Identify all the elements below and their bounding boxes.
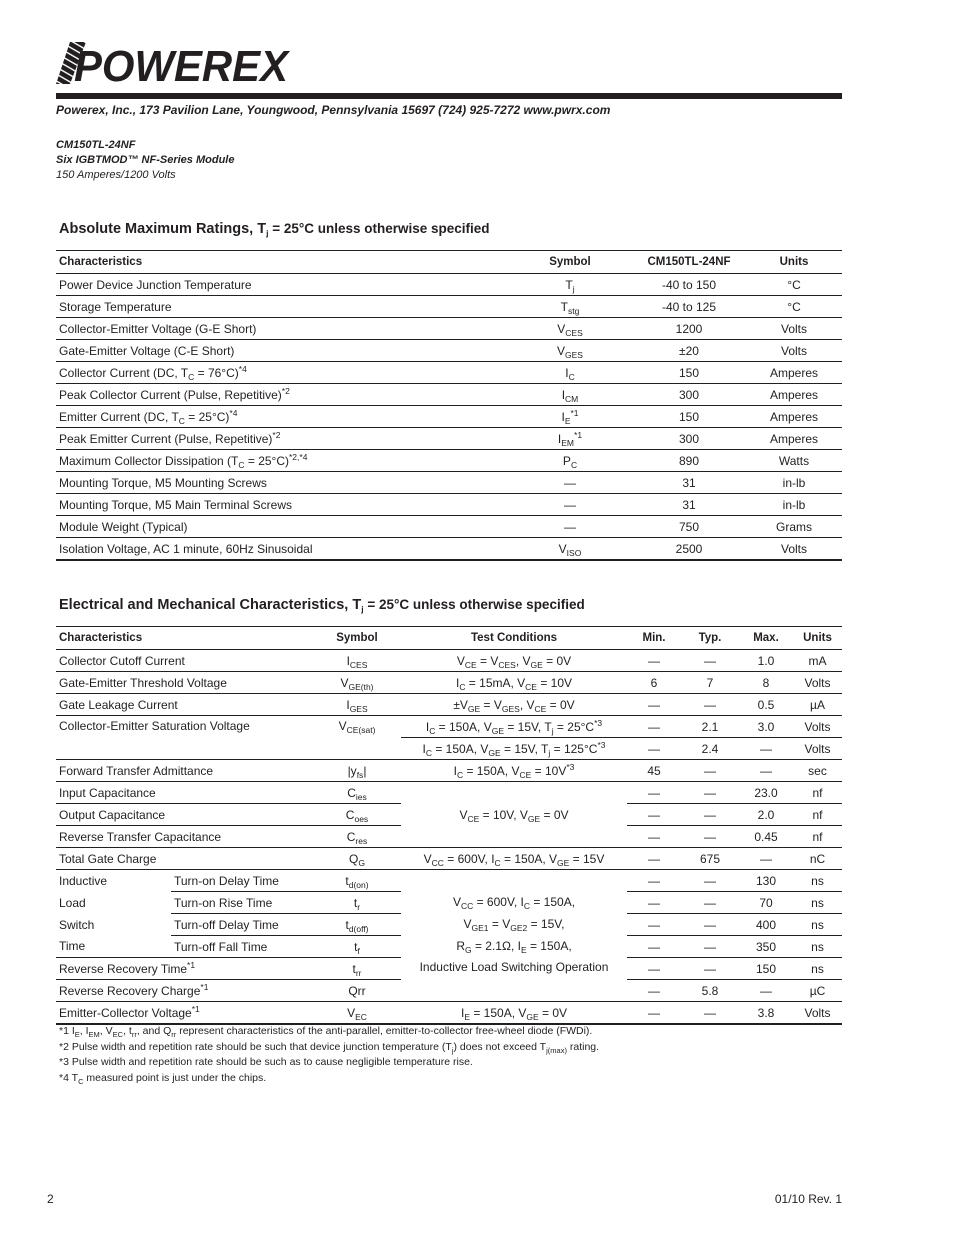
table-row <box>56 406 842 428</box>
unit-cell: ns <box>793 958 842 980</box>
characteristic-cell: Inductive <box>59 873 108 888</box>
unit-cell: Volts <box>793 738 842 760</box>
min-cell: — <box>627 738 681 760</box>
table-row <box>56 782 842 804</box>
col-part: CM150TL-24NF <box>632 251 746 274</box>
min-cell: — <box>627 782 681 804</box>
symbol-cell: $T_{stg}$ <box>508 296 632 318</box>
test-conditions-cell: $I_C = 15mA$, $V_{CE} = 10V$ <box>401 672 627 694</box>
symbol-cell: $I_{CES}$ <box>313 650 401 672</box>
symbol-cell: $V_{CE(sat)}$ <box>313 716 401 760</box>
table-row <box>56 318 842 340</box>
units-cell: °C <box>746 274 842 296</box>
characteristic-cell: Mounting Torque, M5 Main Terminal Screws <box>56 494 508 516</box>
unit-cell: µA <box>793 694 842 716</box>
col-units: Units <box>793 627 842 650</box>
symbol-cell: $C_{res}$ <box>313 826 401 848</box>
min-cell: — <box>627 694 681 716</box>
min-cell: — <box>627 980 681 1002</box>
emc-title: Electrical and Mechanical Characteristics, $T_j = 25^\circ C$ unless otherwise specified <box>59 597 585 614</box>
max-cell: — <box>739 848 793 870</box>
typ-cell: — <box>681 1002 739 1025</box>
characteristic-cell: Storage Temperature <box>56 296 508 318</box>
footnotes <box>59 1024 599 1086</box>
symbol-cell: $|y_{fs}|$ <box>313 760 401 782</box>
max-cell: — <box>739 980 793 1002</box>
symbol-cell: Qrr <box>313 980 401 1002</box>
min-cell: — <box>627 958 681 980</box>
table-row <box>56 1002 842 1025</box>
units-cell: Amperes <box>746 362 842 384</box>
unit-cell: ns <box>793 892 842 914</box>
min-cell: — <box>627 892 681 914</box>
characteristic-cell: Mounting Torque, M5 Mounting Screws <box>56 472 508 494</box>
absolute-maximum-ratings-table <box>56 250 842 561</box>
symbol-cell: $t_f$ <box>313 936 401 958</box>
symbol-cell: $V_{GES}$ <box>508 340 632 362</box>
table-row <box>56 848 842 870</box>
table-header-row <box>56 251 842 274</box>
symbol-cell: $V_{GE(th)}$ <box>313 672 401 694</box>
typ-cell: — <box>681 914 739 936</box>
characteristic-cell: Collector-Emitter Saturation Voltage <box>56 716 313 760</box>
characteristic-cell: Module Weight (Typical) <box>56 516 508 538</box>
symbol-cell: $Q_G$ <box>313 848 401 870</box>
characteristic-cell: Reverse Recovery Charge$^{*1}$ <box>56 980 313 1002</box>
symbol-cell: $C_{oes}$ <box>313 804 401 826</box>
typ-cell: — <box>681 650 739 672</box>
units-cell: in-lb <box>746 494 842 516</box>
table-row <box>56 716 842 738</box>
typ-cell: — <box>681 870 739 892</box>
symbol-cell: — <box>508 472 632 494</box>
characteristic-cell: Reverse Transfer Capacitance <box>56 826 313 848</box>
part-rating: 150 Amperes/1200 Volts <box>56 169 176 181</box>
col-typ: Typ. <box>681 627 739 650</box>
typ-cell: — <box>681 694 739 716</box>
unit-cell: nf <box>793 782 842 804</box>
col-symbol: Symbol <box>508 251 632 274</box>
col-characteristics: Characteristics <box>56 627 313 650</box>
value-cell: -40 to 125 <box>632 296 746 318</box>
characteristic-cell: Isolation Voltage, AC 1 minute, 60Hz Sinusoidal <box>56 538 508 561</box>
units-cell: Amperes <box>746 406 842 428</box>
typ-cell: — <box>681 936 739 958</box>
table-row <box>56 538 842 561</box>
characteristic-cell: Collector-Emitter Voltage (G-E Short) <box>56 318 508 340</box>
min-cell: — <box>627 650 681 672</box>
max-cell: 2.0 <box>739 804 793 826</box>
characteristic-cell: Total Gate Charge <box>56 848 313 870</box>
units-cell: Amperes <box>746 384 842 406</box>
unit-cell: ns <box>793 870 842 892</box>
typ-cell: 5.8 <box>681 980 739 1002</box>
characteristic-cell: Peak Emitter Current (Pulse, Repetitive)$^{*2}$ <box>56 428 508 450</box>
max-cell: — <box>739 738 793 760</box>
table-row <box>56 472 842 494</box>
page-number: 2 <box>47 1192 54 1206</box>
typ-cell: 675 <box>681 848 739 870</box>
typ-cell: 7 <box>681 672 739 694</box>
min-cell: — <box>627 936 681 958</box>
units-cell: Volts <box>746 340 842 362</box>
test-conditions-cell: $I_C = 150A$, $V_{CE} = 10V^{*3}$ <box>401 760 627 782</box>
max-cell: 1.0 <box>739 650 793 672</box>
characteristic-cell: Gate-Emitter Threshold Voltage <box>56 672 313 694</box>
typ-cell: — <box>681 958 739 980</box>
symbol-cell: $I_{GES}$ <box>313 694 401 716</box>
min-cell: — <box>627 826 681 848</box>
min-cell: — <box>627 848 681 870</box>
characteristic-cell: Input Capacitance <box>56 782 313 804</box>
table-row <box>56 340 842 362</box>
footnote-2: *2 Pulse width and repetition rate should be such that device junction temperature $(T_j)$ does not exceed $T_{j(max)}$ rating. <box>59 1040 600 1055</box>
units-cell: Amperes <box>746 428 842 450</box>
table-row <box>56 494 842 516</box>
characteristic-cell: Power Device Junction Temperature <box>56 274 508 296</box>
min-cell: — <box>627 870 681 892</box>
symbol-cell: $P_C$ <box>508 450 632 472</box>
table-row <box>56 296 842 318</box>
symbol-cell: $V_{ISO}$ <box>508 538 632 561</box>
test-conditions-cell: $V_{CE} = V_{CES}$, $V_{GE} = 0V$ <box>401 650 627 672</box>
sub-characteristic-cell: Turn-off Fall Time <box>171 936 313 958</box>
value-cell: 31 <box>632 494 746 516</box>
col-max: Max. <box>739 627 793 650</box>
max-cell: 23.0 <box>739 782 793 804</box>
typ-cell: 2.1 <box>681 716 739 738</box>
company-address: Powerex, Inc., 173 Pavilion Lane, Youngwood, Pennsylvania 15697 (724) 925-7272 www.pwrx.com <box>56 103 611 117</box>
test-conditions-cell: $I_C = 150A$, $V_{GE} = 15V$, $T_j = 125^\circ C^{*3}$ <box>401 738 627 760</box>
symbol-cell: $I_E^{*1}$ <box>508 406 632 428</box>
characteristic-cell: Reverse Recovery Time$^{*1}$ <box>56 958 313 980</box>
characteristic-cell: Switch <box>59 917 95 932</box>
test-conditions-cell: $\pm V_{GE} = V_{GES}$, $V_{CE} = 0V$ <box>401 694 627 716</box>
characteristic-cell: Load <box>59 895 86 910</box>
part-subtitle: Six IGBTMOD™ NF-Series Module <box>56 154 235 166</box>
typ-cell: 2.4 <box>681 738 739 760</box>
symbol-cell: $t_r$ <box>313 892 401 914</box>
symbol-cell: $t_{d(on)}$ <box>313 870 401 892</box>
unit-cell: nC <box>793 848 842 870</box>
units-cell: °C <box>746 296 842 318</box>
max-cell: 350 <box>739 936 793 958</box>
unit-cell: ns <box>793 936 842 958</box>
footnote-1: *1 $I_E$, $I_{EM}$, $V_{EC}$, $t_{rr}$, and $Q_{rr}$ represent characteristics of the anti-parallel, emitter-to-collector free-wheel diode (FWDi). <box>59 1025 593 1039</box>
col-characteristics: Characteristics <box>56 251 508 274</box>
characteristic-cell: Output Capacitance <box>56 804 313 826</box>
units-cell: Volts <box>746 318 842 340</box>
table-row <box>56 694 842 716</box>
value-cell: 750 <box>632 516 746 538</box>
col-test-conditions: Test Conditions <box>401 627 627 650</box>
amr-title: Absolute Maximum Ratings, $T_j = 25^\circ C$ unless otherwise specified <box>59 221 490 238</box>
unit-cell: Volts <box>793 672 842 694</box>
sub-characteristic-cell: Turn-off Delay Time <box>171 914 313 936</box>
col-units: Units <box>746 251 842 274</box>
part-number: CM150TL-24NF <box>56 139 136 151</box>
symbol-cell: $t_{d(off)}$ <box>313 914 401 936</box>
characteristic-cell: Forward Transfer Admittance <box>56 760 313 782</box>
characteristic-cell: Maximum Collector Dissipation $(T_C = 25^\circ C)^{*2,*4}$ <box>56 450 508 472</box>
value-cell: 1200 <box>632 318 746 340</box>
max-cell: 0.45 <box>739 826 793 848</box>
sub-characteristic-cell: Turn-on Rise Time <box>171 892 313 914</box>
test-conditions-cell: $I_C = 150A$, $V_{GE} = 15V$, $T_j = 25^\circ C^{*3}$ <box>401 716 627 738</box>
units-cell: Grams <box>746 516 842 538</box>
value-cell: 31 <box>632 472 746 494</box>
value-cell: 150 <box>632 362 746 384</box>
characteristic-cell: Gate-Emitter Voltage (C-E Short) <box>56 340 508 362</box>
test-conditions-cell: $V_{CC} = 600V$, $I_C = 150A$, $V_{GE} = 15V$ <box>401 848 627 870</box>
part-block <box>56 138 234 183</box>
typ-cell: — <box>681 826 739 848</box>
max-cell: 130 <box>739 870 793 892</box>
min-cell: — <box>627 716 681 738</box>
max-cell: 400 <box>739 914 793 936</box>
characteristic-cell: Emitter Current (DC, $T_C = 25^\circ C)^{*4}$ <box>56 406 508 428</box>
symbol-cell: — <box>508 494 632 516</box>
table-row <box>56 672 842 694</box>
unit-cell: nf <box>793 826 842 848</box>
table-row <box>56 274 842 296</box>
value-cell: -40 to 150 <box>632 274 746 296</box>
col-min: Min. <box>627 627 681 650</box>
symbol-cell: $V_{CES}$ <box>508 318 632 340</box>
symbol-cell: $t_{rr}$ <box>313 958 401 980</box>
value-cell: 150 <box>632 406 746 428</box>
col-symbol: Symbol <box>313 627 401 650</box>
sub-characteristic-cell: Turn-on Delay Time <box>171 870 313 892</box>
powerex-logo <box>56 40 292 86</box>
unit-cell: sec <box>793 760 842 782</box>
symbol-cell: $V_{EC}$ <box>313 1002 401 1025</box>
typ-cell: — <box>681 760 739 782</box>
value-cell: 300 <box>632 384 746 406</box>
symbol-cell: $I_{EM}^{*1}$ <box>508 428 632 450</box>
table-row <box>56 428 842 450</box>
table-row <box>56 384 842 406</box>
min-cell: — <box>627 804 681 826</box>
min-cell: — <box>627 1002 681 1025</box>
units-cell: Watts <box>746 450 842 472</box>
footnote-3: *3 Pulse width and repetition rate should be such as to cause negligible temperature rise. <box>59 1056 473 1068</box>
unit-cell: nf <box>793 804 842 826</box>
electrical-characteristics-table <box>56 626 842 1025</box>
unit-cell: ns <box>793 914 842 936</box>
characteristic-cell: Collector Current (DC, $T_C = 76^\circ C)^{*4}$ <box>56 362 508 384</box>
table-row <box>56 760 842 782</box>
test-conditions-cell: $I_E = 150A$, $V_{GE} = 0V$ <box>401 1002 627 1025</box>
svg-text:POWEREX: POWEREX <box>74 42 291 86</box>
value-cell: 2500 <box>632 538 746 561</box>
test-conditions-cell: $V_{CC} = 600V$, $I_C = 150A$, $V_{GE1} = V_{GE2} = 15V$, $R_G = 2.1\Omega$, $I_E = 150A$, Inductive Load Switching Operation <box>401 870 627 1002</box>
unit-cell: mA <box>793 650 842 672</box>
characteristic-cell: Time <box>56 936 171 958</box>
min-cell: — <box>627 914 681 936</box>
table-row <box>56 362 842 384</box>
unit-cell: µC <box>793 980 842 1002</box>
max-cell: 150 <box>739 958 793 980</box>
characteristic-cell: Collector Cutoff Current <box>56 650 313 672</box>
test-conditions-cell: $V_{CE} = 10V$, $V_{GE} = 0V$ <box>401 782 627 848</box>
min-cell: 45 <box>627 760 681 782</box>
typ-cell: — <box>681 782 739 804</box>
symbol-cell: $I_C$ <box>508 362 632 384</box>
symbol-cell: $I_{CM}$ <box>508 384 632 406</box>
typ-cell: — <box>681 804 739 826</box>
max-cell: 3.0 <box>739 716 793 738</box>
max-cell: 8 <box>739 672 793 694</box>
symbol-cell: $C_{ies}$ <box>313 782 401 804</box>
table-row <box>56 650 842 672</box>
footnote-4: *4 $T_C$ measured point is just under the chips. <box>59 1071 267 1086</box>
units-cell: in-lb <box>746 472 842 494</box>
characteristic-cell: Peak Collector Current (Pulse, Repetitive)$^{*2}$ <box>56 384 508 406</box>
max-cell: — <box>739 760 793 782</box>
characteristic-cell: Emitter-Collector Voltage$^{*1}$ <box>56 1002 313 1025</box>
table-header-row <box>56 627 842 650</box>
max-cell: 70 <box>739 892 793 914</box>
table-row <box>56 450 842 472</box>
characteristic-cell: Gate Leakage Current <box>56 694 313 716</box>
value-cell: 300 <box>632 428 746 450</box>
header-rule <box>56 93 842 99</box>
typ-cell: — <box>681 892 739 914</box>
value-cell: 890 <box>632 450 746 472</box>
max-cell: 0.5 <box>739 694 793 716</box>
unit-cell: Volts <box>793 716 842 738</box>
symbol-cell: $T_j$ <box>508 274 632 296</box>
table-row <box>56 870 842 892</box>
table-row <box>56 516 842 538</box>
max-cell: 3.8 <box>739 1002 793 1025</box>
unit-cell: Volts <box>793 1002 842 1025</box>
revision: 01/10 Rev. 1 <box>774 1192 842 1206</box>
symbol-cell: — <box>508 516 632 538</box>
min-cell: 6 <box>627 672 681 694</box>
value-cell: ±20 <box>632 340 746 362</box>
units-cell: Volts <box>746 538 842 561</box>
